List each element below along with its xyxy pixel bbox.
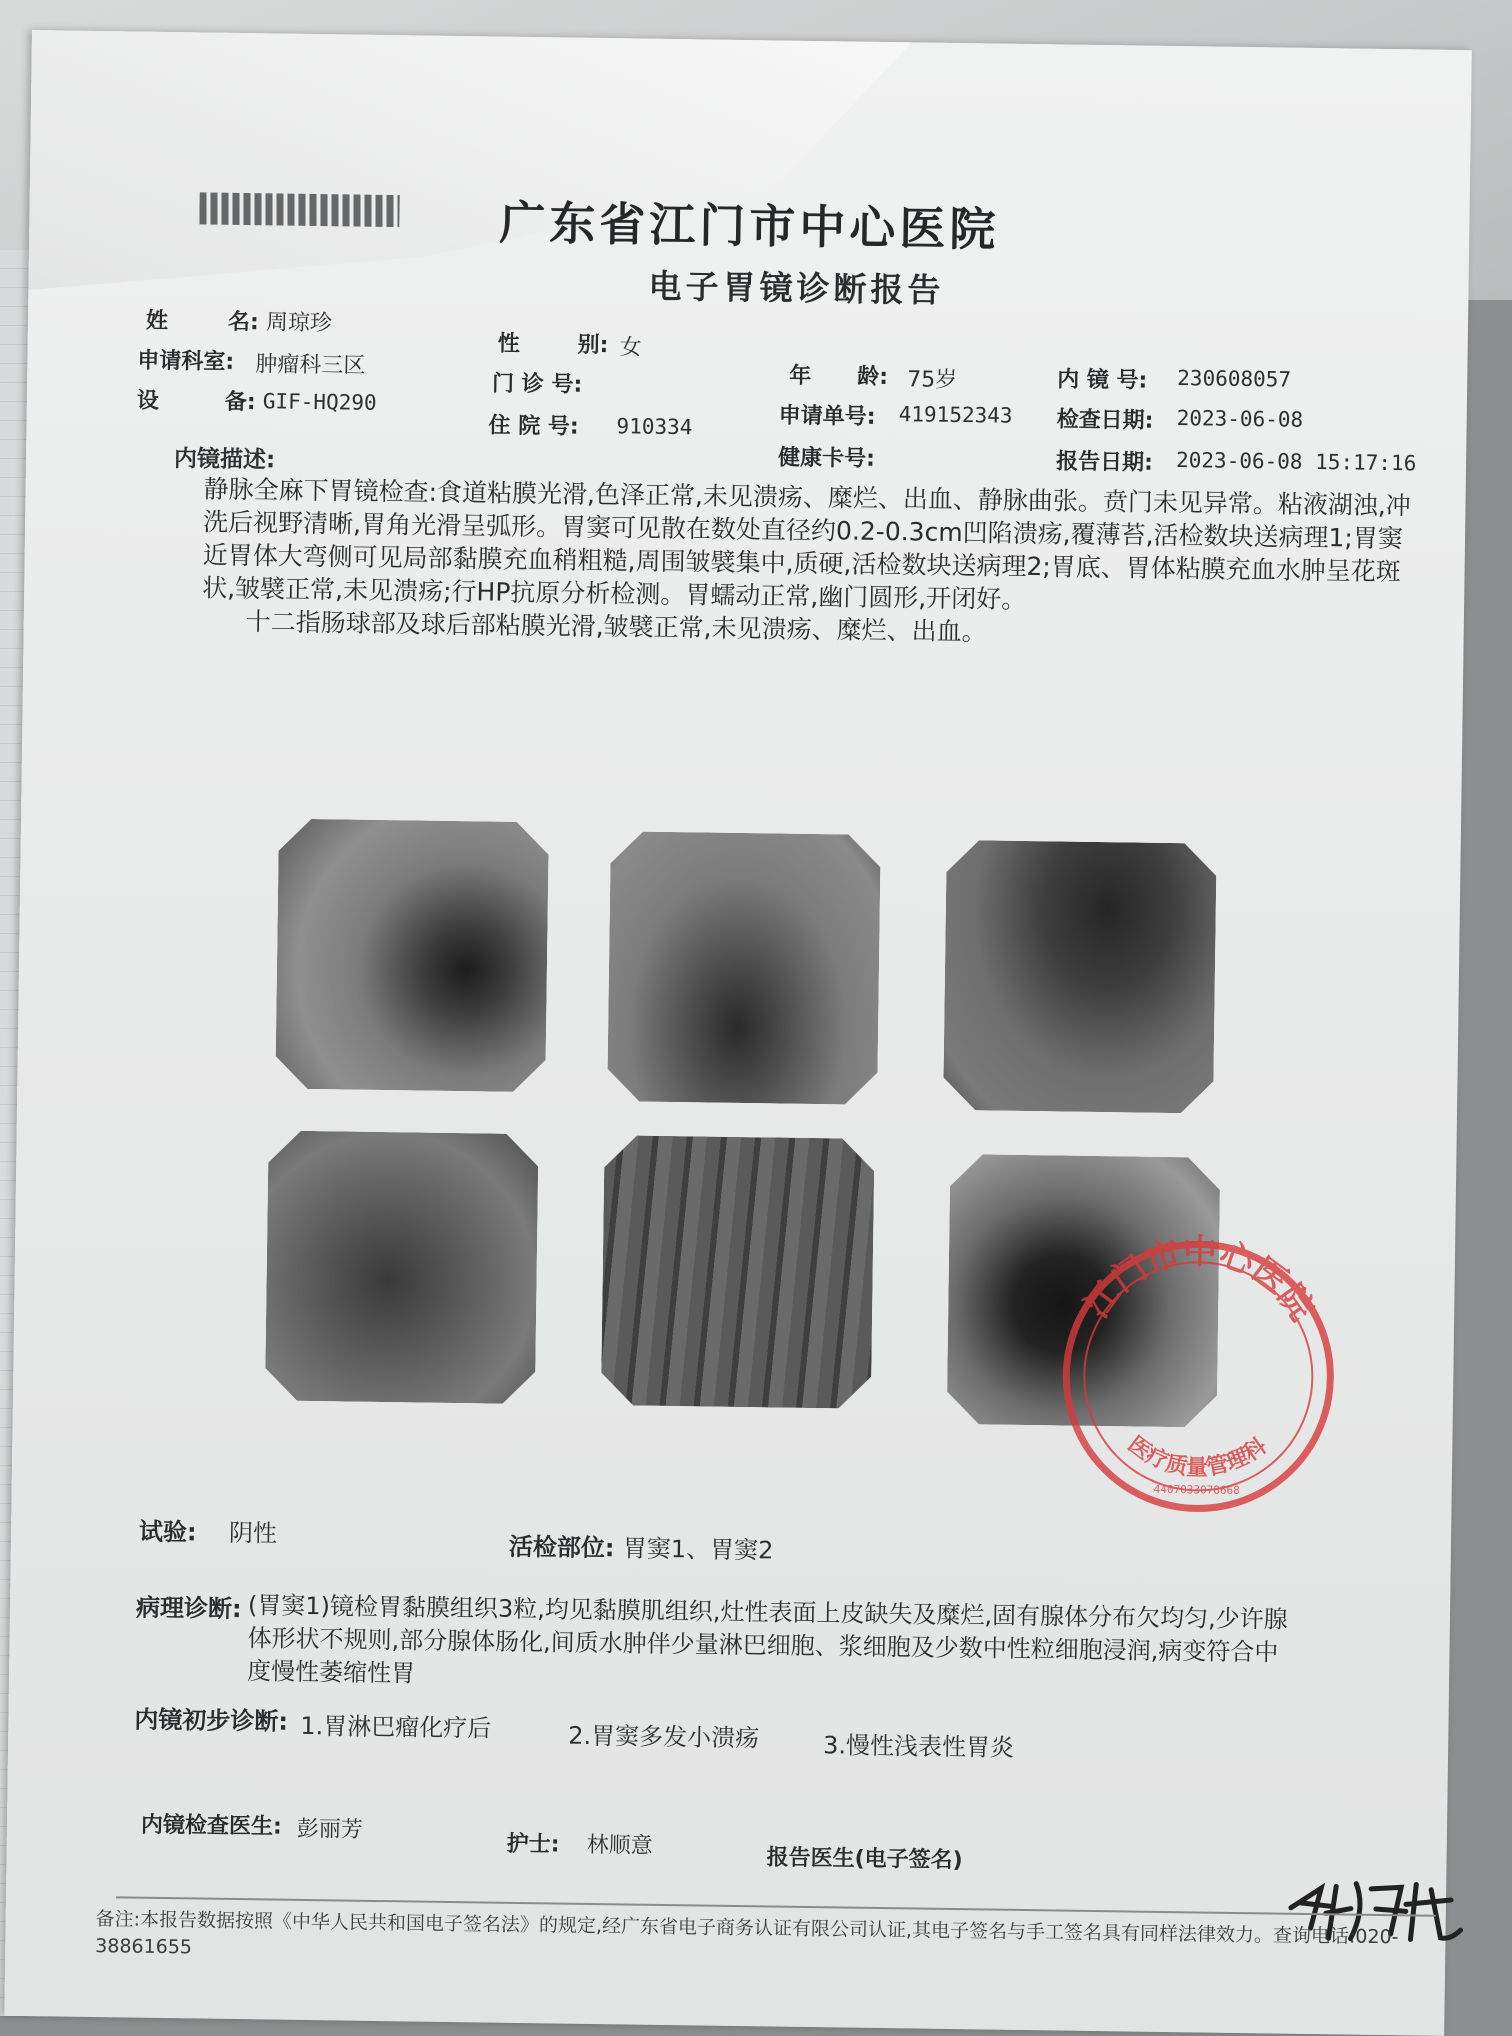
gender-label-1: 性 (497, 331, 520, 357)
biopsy-value: 胃窦1、胃窦2 (622, 1534, 774, 1565)
inpatient-no: 910334 (616, 414, 693, 440)
nurse-name: 林顺意 (586, 1832, 653, 1859)
hospital-seal (1051, 1229, 1345, 1523)
test-value: 阴性 (228, 1518, 278, 1548)
description-para-1: 静脉全麻下胃镜检查:食道粘膜光滑,色泽正常,未见溃疡、糜烂、出血、静脉曲张。贲门未见异常。粘液湖浊,冲洗后视野清晰,胃角光滑呈弧形。胃窦可见散在数处直径约0.2-0.3cm凹陷溃疡,覆薄苔,活检数块送病理1;胃窦近胃体大弯侧可见局部黏膜充血稍粗糙,周围皱襞集中,质硬,活检数块送病理2;胃底、胃体粘膜充血水肿呈花斑状,皱襞正常,未见溃疡;行HP抗原分析检测。胃蠕动正常,幽门圆形,开闭好。 (202, 474, 1411, 614)
diagnosis-item-2: 2.胃窦多发小溃疡 (568, 1721, 760, 1753)
seal-text: 江门市中心医院 (1076, 1231, 1322, 1329)
footer-note: 备注:本报告数据按照《中华人民共和国电子签名法》的规定,经广东省电子商务认证有限公司认证,其电子签名与手工签名具有同样法律效力。查询电话:020-38861655 (95, 1908, 1399, 1959)
patient-gender: 女 (619, 335, 642, 361)
report-title: 电子胃镜诊断报告 (648, 266, 945, 310)
inpatient-label: 住 院 号: (488, 413, 579, 440)
endoscopy-image-1 (275, 819, 549, 1093)
description-text (202, 472, 1414, 654)
folded-corner (28, 30, 912, 302)
exam-date: 2023-06-08 (1176, 406, 1304, 432)
name-label-1: 姓 (145, 308, 169, 334)
age-label-1: 年 (789, 363, 812, 389)
patient-age: 75岁 (907, 367, 958, 393)
endoscopy-image-5 (601, 1135, 875, 1409)
endo-no: 230608057 (1177, 366, 1292, 392)
device-value: GIF-HQ290 (262, 389, 377, 415)
device-label-1: 设 (136, 388, 160, 414)
report-page (4, 30, 1472, 2036)
health-card-label: 健康卡号: (777, 445, 876, 472)
device-label-2: 备: (224, 389, 256, 416)
exam-date-label: 检查日期: (1056, 407, 1154, 434)
doctor-name: 彭丽芳 (296, 1816, 364, 1843)
seal-subtext: 医疗质量管理科 (1122, 1431, 1272, 1481)
diagnosis-item-1: 1.胃淋巴瘤化疗后 (300, 1711, 492, 1743)
diagnosis-item-3: 3.慢性浅表性胃炎 (822, 1731, 1015, 1762)
description-para-2: 十二指肠球部及球后部粘膜光滑,皱襞正常,未见溃疡、糜烂、出血。 (245, 607, 987, 647)
request-no-label: 申请单号: (778, 403, 876, 430)
hospital-logo (199, 192, 400, 255)
endoscopy-image-4 (265, 1130, 539, 1404)
biopsy-label: 活检部位: (508, 1532, 615, 1563)
seal-code: 4407033078668 (1153, 1482, 1240, 1498)
dept-value: 肿瘤科三区 (255, 352, 366, 379)
svg-text:医疗质量管理科 (1123, 1431, 1273, 1482)
endo-no-label: 内 镜 号: (1057, 367, 1148, 394)
hospital-name: 广东省江门市中心医院 (498, 195, 1000, 257)
dept-label: 申请科室: (137, 348, 235, 375)
report-date: 2023-06-08 15:17:16 (1175, 448, 1417, 476)
age-label-2: 龄: (857, 364, 889, 390)
endoscopy-image-3 (943, 840, 1217, 1114)
request-no: 419152343 (898, 402, 1013, 428)
name-label-2: 名: (227, 309, 259, 336)
report-date-label: 报告日期: (1055, 449, 1154, 476)
pathology-label: 病理诊断: (135, 1593, 242, 1624)
patient-name: 周琼珍 (265, 310, 333, 337)
gender-label-2: 别: (577, 332, 609, 359)
report-doctor-label: 报告医生(电子签名) (766, 1845, 963, 1874)
outpatient-label: 门 诊 号: (491, 371, 583, 398)
nurse-label: 护士: (506, 1831, 560, 1858)
svg-text:江门市中心医院 (1076, 1230, 1323, 1328)
doctor-label: 内镜检查医生: (140, 1812, 282, 1840)
description-label: 内镜描述: (173, 446, 276, 474)
diagnosis-label: 内镜初步诊断: (134, 1705, 289, 1736)
endoscopy-image-2 (607, 831, 881, 1105)
test-label: 试验: (138, 1517, 197, 1547)
pathology-text: (胃窦1)镜检胃黏膜组织3粒,均见黏膜肌组织,灶性表面上皮缺失及糜烂,固有腺体分布欠均匀,少许腺体形状不规则,部分腺体肠化,间质水肿伴少量淋巴细胞、浆细胞及少数中性粒细胞浸润,病变符合中度慢性萎缩性胃 (246, 1591, 1288, 1688)
logo-mark (199, 192, 399, 227)
